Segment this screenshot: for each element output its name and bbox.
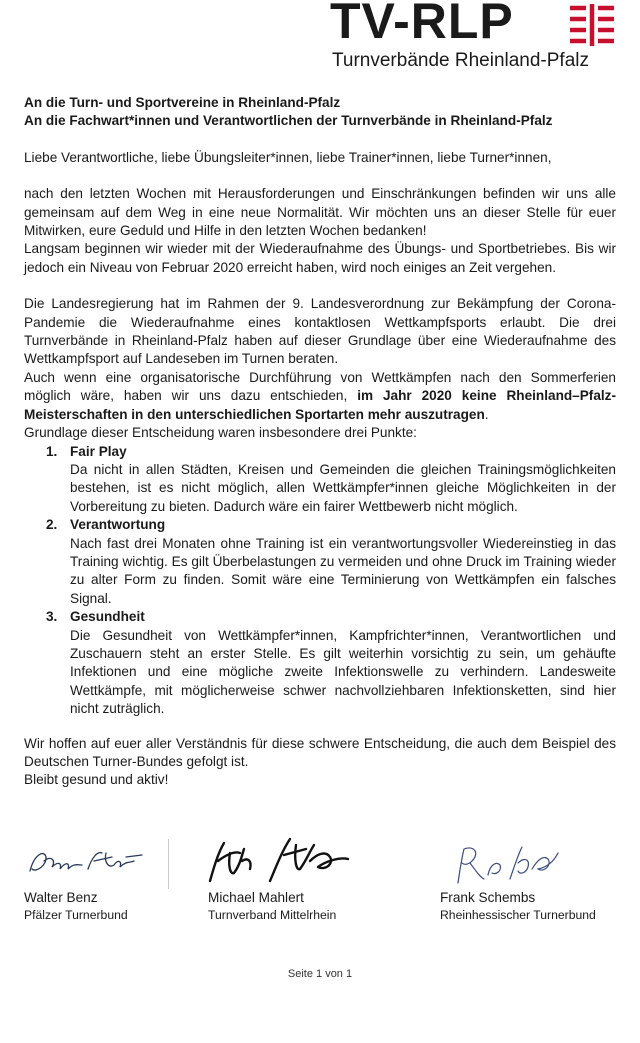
handwritten-signature-icon: [200, 831, 360, 891]
point-title: Fair Play: [70, 443, 127, 459]
letter-body: [24, 94, 616, 790]
page-number: Seite 1 von 1: [287, 968, 353, 980]
grounds-intro: Grundlage dieser Entscheidung waren insbesondere drei Punkte:: [24, 425, 417, 441]
closing-paragraph: Wir hoffen auf euer aller Verständnis für diese schwere Entscheidung, die auch dem Beispiel des Deutschen Turner-Bundes gefolgt ist.: [24, 735, 616, 769]
decision-text: Auch wenn eine organisatorische Durchführung von Wettkämpfen nach den Sommerferien möglich wäre, haben wir uns dazu entschieden,: [24, 369, 616, 404]
signature-walter-benz: [22, 835, 152, 883]
signature-block: [0, 835, 640, 935]
closing-line: Bleibt gesund und aktiv!: [24, 772, 169, 788]
address-line: An die Fachwart*innen und Verantwortlichen der Turnverbände in Rheinland-Pfalz: [24, 113, 553, 129]
tv-rlp-logo: [330, 0, 630, 75]
point-text: Nach fast drei Monaten ohne Training ist ein verantwortungsvoller Wiedereinstieg in das Training wichtig. Es gilt Überbelastungen zu vermeiden und ohne Druck im Training wieder zu alter Form zu finden. Somit wäre eine Terminierung von Wettkämpfen ein falsches Signal.: [70, 535, 616, 606]
signatory-organization: Pfälzer Turnerbund: [24, 908, 128, 922]
point-text: Die Gesundheit von Wettkämpfer*innen, Kampfrichter*innen, Verantwortlichen und Zuschauern steht an erster Stelle. Es gilt weiterhin vorsichtig zu sein, um gehäufte Infektionen und eine mögliche zweite Infektionswelle zu verhindern. Landesweite Wettkämpfe, mit möglicherweise schwer nachvollziehbaren Infektionsketten, sind hier nicht zuträglich.: [70, 627, 616, 717]
point-text: Da nicht in allen Städten, Kreisen und Gemeinden die gleichen Trainingsmöglichkeiten bestehen, ist es nicht möglich, allen Wettkämpfer*innen gleiche Möglichkeiten in der Vorbereitung zu bieten. Dadurch wäre ein fairer Wettbewerb nicht möglich.: [70, 461, 616, 514]
signature-michael-mahlert: [200, 831, 360, 891]
decision-end: .: [484, 406, 489, 422]
point-title: Verantwortung: [70, 517, 166, 533]
list-item: [24, 608, 616, 718]
logo-subtitle: Turnverbände Rheinland-Pfalz: [332, 50, 590, 71]
signatory-name: Frank Schembs: [440, 890, 536, 905]
point-number: 2.: [46, 517, 58, 533]
decision-highlight: im Jahr 2020 keine Rheinland–Pfalz-Meisterschaften in den unterschiedlichen Sportarten mehr auszutragen: [24, 388, 616, 422]
signatory-name: Walter Benz: [24, 890, 98, 905]
signatory-name: Michael Mahlert: [208, 890, 304, 905]
handwritten-signature-icon: [22, 835, 152, 883]
point-number: 3.: [46, 609, 58, 625]
signatory-organization: Turnverband Mittelrhein: [208, 908, 337, 922]
gymnastics-emblem-icon: [566, 2, 618, 48]
list-item: [24, 516, 616, 608]
signature-divider: [168, 839, 169, 889]
handwritten-signature-icon: [448, 839, 568, 889]
point-number: 1.: [46, 443, 58, 459]
intro-paragraph: Langsam beginnen wir wieder mit der Wiederaufnahme des Übungs- und Sportbetriebes. Bis wir jedoch ein Niveau von Februar 2020 erreicht haben, wird noch einiges an Zeit vergehen.: [24, 241, 616, 275]
point-title: Gesundheit: [70, 609, 145, 625]
address-line: An die Turn- und Sportvereine in Rheinland-Pfalz: [24, 95, 341, 110]
signature-frank-schembs: [448, 839, 568, 889]
list-item: [24, 443, 616, 517]
intro-paragraph: nach den letzten Wochen mit Herausforderungen und Einschränkungen befinden wir uns alle gemeinsam auf dem Weg in eine neue Normalität. Wir möchten uns an dieser Stelle für euer Mitwirken, eure Geduld und Hilfe in den letzten Wochen bedanken!: [24, 186, 616, 239]
logo-title: TV-RLP: [330, 0, 514, 49]
decision-paragraph: [24, 369, 616, 424]
decision-points-list: [24, 443, 616, 719]
regulation-paragraph: Die Landesregierung hat im Rahmen der 9. Landesverordnung zur Bekämpfung der Corona-Pandemie die Wiederaufnahme eines kontaktlosen Wettkampfsports erlaubt. Die drei Turnverbände in Rheinland-Pfalz haben auf dieser Grundlage über eine Wiederaufnahme des Wettkampfsport auf Landeseben im Turnen beraten.: [24, 296, 616, 367]
salutation: Liebe Verantwortliche, liebe Übungsleiter*innen, liebe Trainer*innen, liebe Turner*innen,: [24, 149, 552, 165]
signatory-organization: Rheinhessischer Turnerbund: [440, 908, 596, 922]
